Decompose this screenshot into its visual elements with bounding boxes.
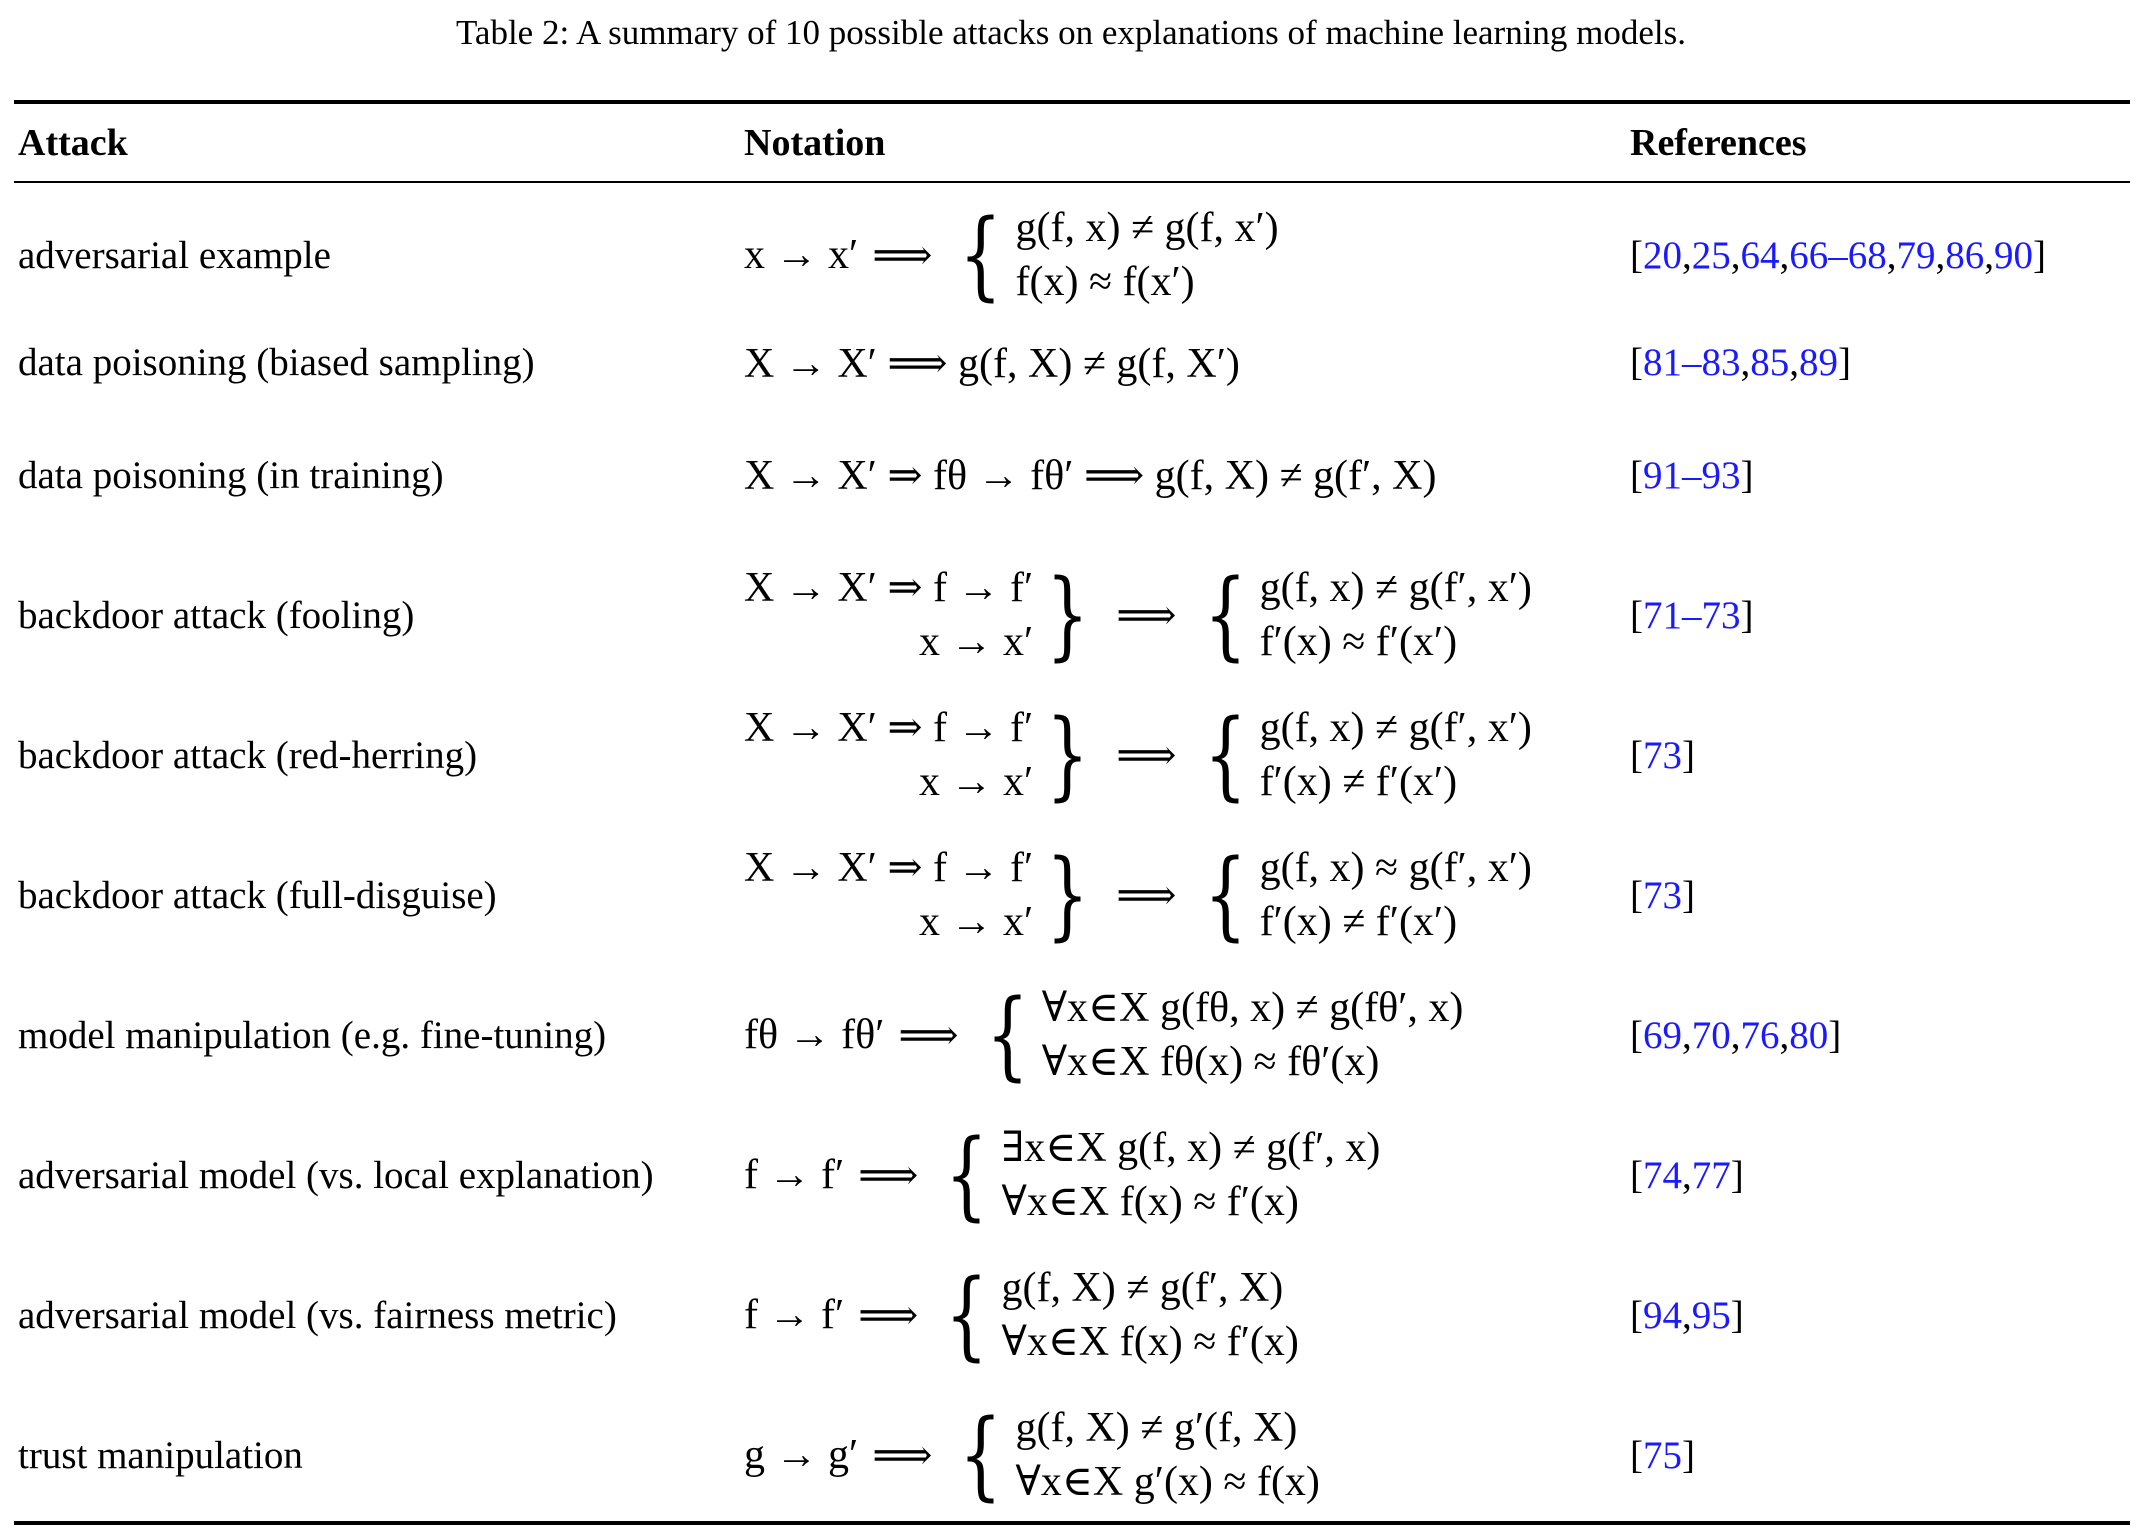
notation-conditions (1001, 1261, 1298, 1369)
notation-condition: ∀x∈X f(x) ≈ f′(x) (1001, 1319, 1299, 1365)
references: [ 74 , 77 ] (1630, 1153, 1744, 1197)
notation (744, 545, 1532, 685)
notation-expression (744, 338, 1240, 388)
reference-link[interactable]: 64 (1740, 233, 1780, 277)
notation-conditions (1260, 561, 1532, 669)
notation-lhs: f → f′ (744, 1152, 845, 1198)
table-row (0, 685, 2142, 825)
notation-conditions (1015, 201, 1278, 309)
notation (744, 310, 1240, 415)
attack-name: data poisoning (in training) (18, 453, 444, 497)
notation-lhs-line: X → X′ ⇒ f → f′ (744, 845, 1034, 891)
notation-expression (744, 201, 1279, 309)
reference-link[interactable]: 73 (1643, 733, 1682, 777)
reference-link[interactable]: 25 (1691, 233, 1731, 277)
left-brace: { (945, 1119, 989, 1231)
notation-lhs: fθ → fθ′ (744, 1012, 885, 1058)
references: [ 20 , 25 , 64 , 66–68 , 79 , 86 , 90 ] (1630, 233, 2046, 277)
notation-lhs: f → f′ (744, 1292, 845, 1338)
notation (744, 420, 1436, 530)
table-row (0, 965, 2142, 1105)
notation-expression (744, 561, 1532, 669)
attack-name: backdoor attack (fooling) (18, 593, 415, 637)
reference-link[interactable]: 86 (1945, 233, 1985, 277)
table-caption: Table 2: A summary of 10 possible attacks on explanations of machine learning models. (455, 13, 1687, 52)
notation-condition: ∀x∈X fθ(x) ≈ fθ′(x) (1041, 1039, 1380, 1085)
left-brace: { (1203, 559, 1247, 671)
notation (744, 1385, 1320, 1525)
notation-expression (744, 1121, 1380, 1229)
notation-lhs: x → x′ (744, 232, 859, 278)
notation-condition: ∃x∈X g(f, x) ≠ g(f′, x) (1001, 1125, 1381, 1171)
reference-link[interactable]: 73 (1643, 873, 1682, 917)
table-row (0, 1385, 2142, 1525)
references: [ 94 , 95 ] (1630, 1293, 1744, 1337)
attack-name: adversarial model (vs. local explanation) (18, 1153, 654, 1197)
table-row (0, 195, 2142, 315)
notation-conditions (1015, 1401, 1319, 1509)
notation-condition: ∀x∈X f(x) ≈ f′(x) (1001, 1179, 1299, 1225)
notation-expression (744, 701, 1532, 809)
left-brace: { (959, 199, 1003, 311)
reference-link[interactable]: 94 (1643, 1293, 1682, 1337)
notation (744, 965, 1463, 1105)
notation-lhs-line: X → X′ ⇒ f → f′ (744, 705, 1034, 751)
table-row (0, 1105, 2142, 1245)
implies-symbol: ⟹ (858, 1153, 919, 1199)
attack-name: adversarial model (vs. fairness metric) (18, 1293, 617, 1337)
reference-link[interactable]: 80 (1789, 1013, 1829, 1057)
left-brace: { (1203, 699, 1247, 811)
notation-conditions (1260, 701, 1532, 809)
table-row (0, 825, 2142, 965)
attack-name: trust manipulation (18, 1433, 303, 1477)
references: [ 91–93 ] (1630, 453, 1754, 497)
notation-lhs-stack (744, 561, 1033, 669)
header-rule (14, 181, 2130, 183)
references: [ 71–73 ] (1630, 593, 1754, 637)
notation-condition: g(f, x) ≈ g(f′, x′) (1259, 845, 1532, 891)
notation-lhs-line: x → x′ (919, 899, 1034, 945)
top-rule (14, 100, 2130, 104)
notation-conditions (1001, 1121, 1380, 1229)
left-brace: { (945, 1259, 989, 1371)
references: [ 81–83 , 85 , 89 ] (1630, 341, 1851, 384)
attack-name: data poisoning (biased sampling) (18, 341, 535, 384)
notation (744, 1105, 1380, 1245)
notation-condition: g(f, X) ≠ g′(f, X) (1015, 1405, 1298, 1451)
right-brace: } (1046, 699, 1090, 811)
notation-condition: ∀x∈X g(fθ, x) ≠ g(fθ′, x) (1041, 985, 1464, 1031)
left-brace: { (1203, 839, 1247, 951)
notation-line: X → X′ ⟹ g(f, X) ≠ g(f, X′) (744, 340, 1240, 387)
notation-expression (744, 450, 1436, 500)
reference-link[interactable]: 70 (1691, 1013, 1731, 1057)
header-attack: Attack (18, 122, 128, 164)
references: [ 69 , 70 , 76 , 80 ] (1630, 1013, 1842, 1057)
reference-link[interactable]: 79 (1896, 233, 1936, 277)
notation-lhs-stack (744, 701, 1033, 809)
implies-symbol: ⟹ (898, 1013, 959, 1059)
right-brace: } (1046, 559, 1090, 671)
header-notation: Notation (744, 122, 886, 164)
notation (744, 685, 1532, 825)
left-brace: { (959, 1399, 1003, 1511)
implies-symbol: ⟹ (1116, 873, 1177, 919)
notation-condition: f(x) ≈ f(x′) (1015, 259, 1195, 305)
notation-lhs-stack (744, 841, 1033, 949)
bottom-rule (14, 1521, 2130, 1525)
notation-expression (744, 1261, 1299, 1369)
notation (744, 825, 1532, 965)
right-brace: } (1046, 839, 1090, 951)
attack-name: backdoor attack (full-disguise) (18, 873, 497, 917)
notation-expression (744, 1401, 1320, 1509)
notation-expression (744, 841, 1532, 949)
reference-link[interactable]: 89 (1799, 341, 1838, 384)
reference-link[interactable]: 75 (1643, 1433, 1682, 1477)
reference-link[interactable]: 76 (1740, 1013, 1780, 1057)
reference-link[interactable]: 20 (1643, 233, 1682, 277)
reference-link[interactable]: 74 (1643, 1153, 1682, 1197)
notation-lhs-line: x → x′ (919, 759, 1034, 805)
notation-condition: g(f, X) ≠ g(f′, X) (1001, 1265, 1284, 1311)
implies-symbol: ⟹ (872, 233, 933, 279)
notation-condition: f′(x) ≠ f′(x′) (1259, 759, 1458, 805)
table-row (0, 420, 2142, 530)
attack-name: adversarial example (18, 233, 331, 277)
attack-name: backdoor attack (red-herring) (18, 733, 478, 777)
notation-conditions (1260, 841, 1532, 949)
notation-condition: g(f, x) ≠ g(f, x′) (1015, 205, 1279, 251)
notation-lhs-line: x → x′ (919, 619, 1034, 665)
reference-link[interactable]: 66–68 (1789, 233, 1887, 277)
reference-link[interactable]: 85 (1750, 341, 1790, 384)
reference-link[interactable]: 90 (1994, 233, 2033, 277)
reference-link[interactable]: 81–83 (1643, 341, 1741, 384)
implies-symbol: ⟹ (1116, 593, 1177, 639)
table-row (0, 310, 2142, 415)
reference-link[interactable]: 69 (1643, 1013, 1682, 1057)
notation (744, 1245, 1299, 1385)
notation-lhs-line: X → X′ ⇒ f → f′ (744, 565, 1034, 611)
notation-condition: f′(x) ≈ f′(x′) (1259, 619, 1458, 665)
header-references: References (1630, 122, 1807, 164)
notation-condition: g(f, x) ≠ g(f′, x′) (1259, 705, 1532, 751)
references: [ 73 ] (1630, 733, 1695, 777)
reference-link[interactable]: 91–93 (1643, 453, 1741, 497)
implies-symbol: ⟹ (1116, 733, 1177, 779)
notation-condition: g(f, x) ≠ g(f′, x′) (1259, 565, 1532, 611)
implies-symbol: ⟹ (858, 1293, 919, 1339)
references: [ 73 ] (1630, 873, 1695, 917)
notation-expression (744, 981, 1463, 1089)
table-row (0, 545, 2142, 685)
attack-name: model manipulation (e.g. fine-tuning) (18, 1013, 607, 1057)
notation-condition: ∀x∈X g′(x) ≈ f(x) (1015, 1459, 1320, 1505)
left-brace: { (985, 979, 1029, 1091)
reference-link[interactable]: 77 (1691, 1153, 1731, 1197)
references: [ 75 ] (1630, 1433, 1695, 1477)
reference-link[interactable]: 71–73 (1643, 593, 1741, 637)
notation-conditions (1042, 981, 1464, 1089)
notation-lhs: g → g′ (744, 1432, 859, 1478)
implies-symbol: ⟹ (872, 1433, 933, 1479)
notation (744, 195, 1279, 315)
reference-link[interactable]: 95 (1691, 1293, 1731, 1337)
table-row (0, 1245, 2142, 1385)
notation-line: X → X′ ⇒ fθ → fθ′ ⟹ g(f, X) ≠ g(f′, X) (744, 453, 1437, 499)
notation-condition: f′(x) ≠ f′(x′) (1259, 899, 1458, 945)
